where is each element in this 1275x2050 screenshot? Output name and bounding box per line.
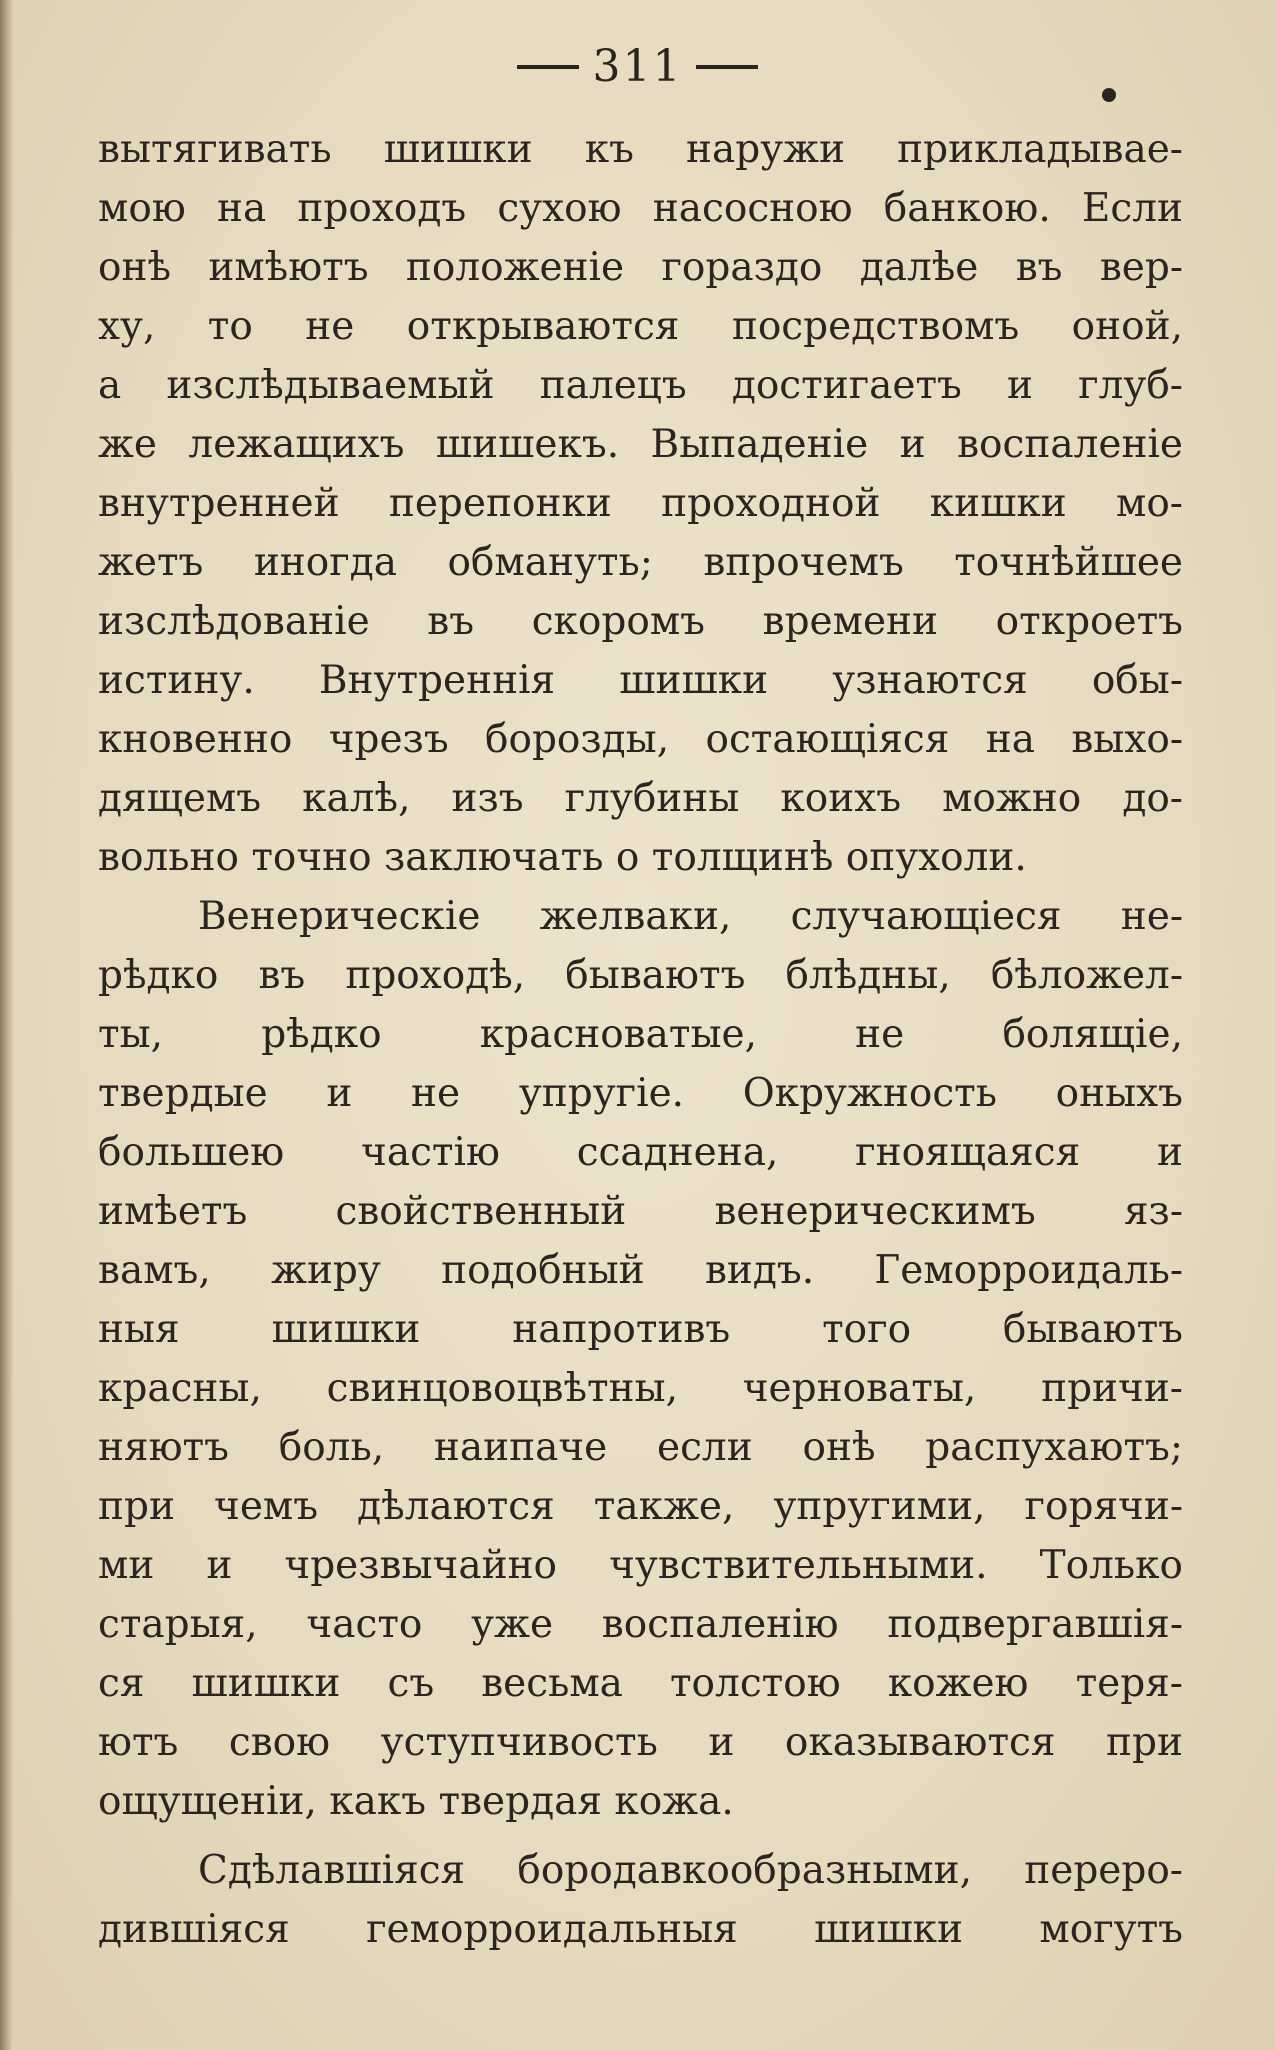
paragraph-3 bbox=[98, 1841, 1183, 1959]
text-line: при чемъ дѣлаются также, упругими, горячи- bbox=[98, 1484, 1183, 1529]
text-line: жетъ иногда обмануть; впрочемъ точнѣйшее bbox=[98, 540, 1183, 585]
text-line: ся шишки съ весьма толстою кожею теря- bbox=[98, 1661, 1183, 1706]
paragraph-2 bbox=[98, 887, 1183, 1831]
text-line: ху, то не открываются посредствомъ оной, bbox=[98, 304, 1183, 349]
text-line: дившіяся геморроидальныя шишки могутъ bbox=[98, 1907, 1183, 1952]
binding-edge bbox=[0, 0, 14, 2050]
text-line: Венерическіе желваки, случающіеся не- bbox=[198, 894, 1183, 939]
text-line: ми и чрезвычайно чувствительными. Только bbox=[98, 1543, 1183, 1588]
page-number-header bbox=[0, 38, 1275, 92]
body-text bbox=[98, 120, 1183, 1959]
text-line: онѣ имѣютъ положеніе гораздо далѣе въ вер- bbox=[98, 245, 1183, 290]
paragraph-gap bbox=[98, 1831, 1183, 1841]
text-line: кновенно чрезъ борозды, остающіяся на выхо- bbox=[98, 717, 1183, 762]
text-line: имѣетъ свойственный венерическимъ яз- bbox=[98, 1189, 1183, 1234]
text-line: большею частію ссаднена, гноящаяся и bbox=[98, 1130, 1183, 1175]
text-line: внутренней перепонки проходной кишки мо- bbox=[98, 481, 1183, 526]
paragraph-1 bbox=[98, 120, 1183, 887]
text-line: же лежащихъ шишекъ. Выпаденіе и воспаленіе bbox=[98, 422, 1183, 467]
text-line: а изслѣдываемый палецъ достигаетъ и глуб- bbox=[98, 363, 1183, 408]
dash-right bbox=[696, 65, 758, 69]
text-line: вольно точно заключать о толщинѣ опухоли. bbox=[98, 835, 1027, 880]
text-line: дящемъ калѣ, изъ глубины коихъ можно до- bbox=[98, 776, 1183, 821]
page-number: 311 bbox=[592, 41, 683, 92]
text-line: красны, свинцовоцвѣтны, черноваты, причи- bbox=[98, 1366, 1183, 1411]
text-line: истину. Внутреннія шишки узнаются обы- bbox=[98, 658, 1183, 703]
dash-left bbox=[517, 65, 579, 69]
text-line: мою на проходъ сухою насосною банкою. Если bbox=[98, 186, 1183, 231]
text-line: старыя, часто уже воспаленію подвергавшія- bbox=[98, 1602, 1183, 1647]
ink-blot bbox=[1102, 88, 1116, 102]
text-line: ощущеніи, какъ твердая кожа. bbox=[98, 1779, 734, 1824]
text-line: ютъ свою уступчивость и оказываются при bbox=[98, 1720, 1183, 1765]
text-line: няютъ боль, наипаче если онѣ распухаютъ; bbox=[98, 1425, 1183, 1470]
text-line: изслѣдованіе въ скоромъ времени откроетъ bbox=[98, 599, 1183, 644]
text-line: ныя шишки напротивъ того бываютъ bbox=[98, 1307, 1183, 1352]
text-line: твердые и не упругіе. Окружность оныхъ bbox=[98, 1071, 1183, 1116]
text-line: Сдѣлавшіяся бородавкообразными, переро- bbox=[198, 1848, 1183, 1893]
text-line: вытягивать шишки къ наружи прикладывае- bbox=[98, 127, 1183, 172]
text-line: вамъ, жиру подобный видъ. Геморроидаль- bbox=[98, 1248, 1183, 1293]
text-line: ты, рѣдко красноватые, не болящіе, bbox=[98, 1012, 1183, 1057]
text-line: рѣдко въ проходѣ, бываютъ блѣдны, бѣложел- bbox=[98, 953, 1183, 998]
